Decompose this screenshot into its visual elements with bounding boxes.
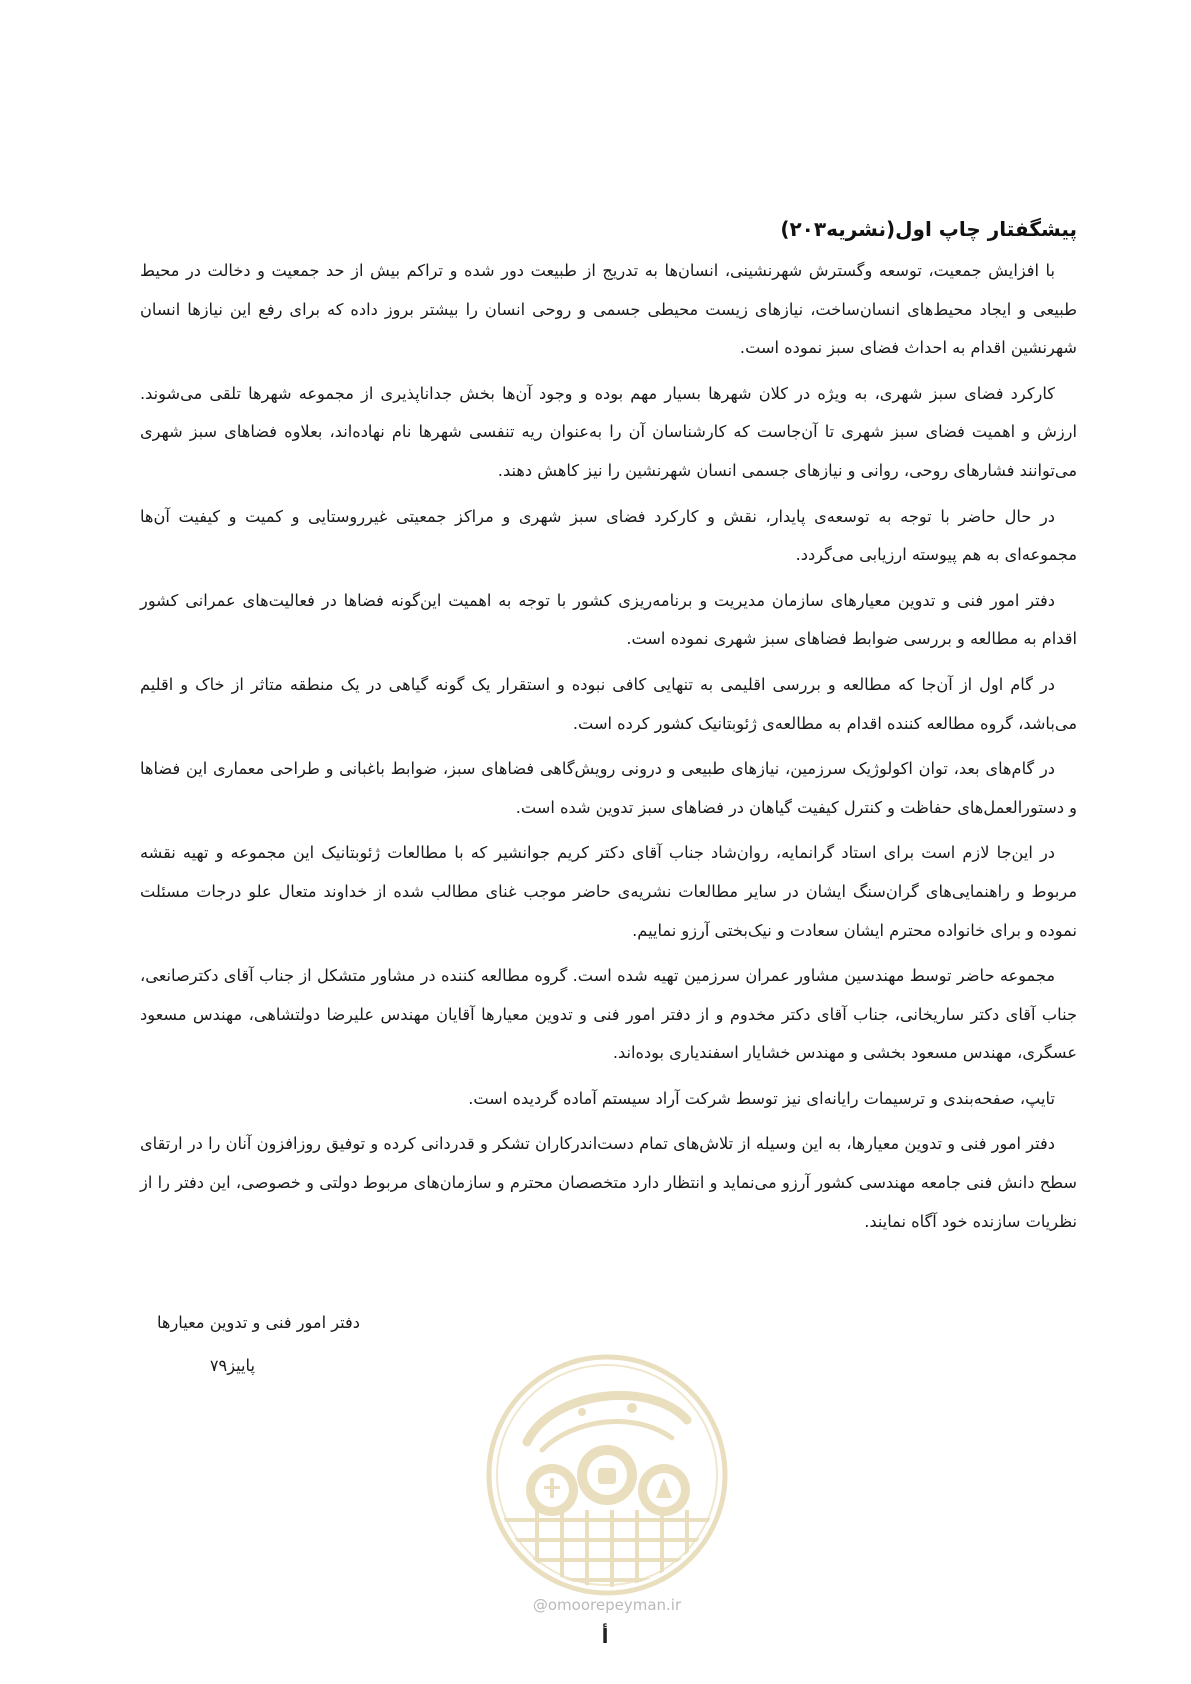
paragraph-1: با افزایش جمعیت، توسعه وگسترش شهرنشینی، انسان‌ها به تدریج از طبیعت دور شده و تراکم بیش از حد جمعیت و دخالت در محیط طبیعی و ایجاد محیط‌های انسان‌ساخت، نیازهای زیست محیطی جسمی و روحی انسان را بیشتر بروز داده که برای رفع این نیازها انسان شهرنشین اقدام به احداث فضای سبز نموده است. — [140, 261, 1077, 358]
page-number: أ — [601, 1624, 609, 1648]
watermark-url: @omoorepeyman.ir — [532, 1596, 682, 1614]
signature-date: پاییز۷۹ — [209, 1356, 255, 1375]
paragraph-8: مجموعه حاضر توسط مهندسین مشاور عمران سرزمین تهیه شده است. گروه مطالعه کننده در مشاور متشکل از جناب آقای دکترصانعی، جناب آقای دکتر ساریخانی، جناب آقای دکتر مخدوم و از دفتر امور فنی و تدوین معیارها آقایان مهندس علیرضا دولتشاهی، مهندس مسعود عسگری، مهندس مسعود بخشی و مهندس خشایار اسفندیاری بوده‌اند. — [140, 966, 1077, 1063]
paragraph-2: کارکرد فضای سبز شهری، به ویژه در کلان شهرها بسیار مهم بوده و وجود آن‌ها بخش جداناپذیری از مجموعه شهرها تلقی می‌شوند. ارزش و اهمیت فضای سبز شهری تا آن‌جاست که کارشناسان آن را به‌عنوان ریه تنفسی شهرها نام نهاده‌اند، بعلاوه فضاهای سبز شهری می‌توانند فشارهای روحی، روانی و نیازهای جسمی انسان شهرنشین را نیز کاهش دهند. — [140, 383, 1077, 480]
paragraph-5: در گام اول از آن‌جا که مطالعه و بررسی اقلیمی به تنهایی کافی نبوده و استقرار یک گونه گیاهی در یک منطقه متاثر از خاک و اقلیم می‌باشد، گروه مطالعه کننده اقدام به مطالعه‌ی ژئوبتانیک کشور کرده است. — [140, 674, 1077, 733]
paragraph-10: دفتر امور فنی و تدوین معیارها، به این وسیله از تلاش‌های تمام دست‌اندرکاران تشکر و قدردانی کرده و توفیق روزافزون آنان را در ارتقای سطح دانش فنی جامعه مهندسی کشور آرزو می‌نماید و انتظار دارد متخصصان محترم و سازمان‌های مربوط دولتی و خصوصی، این دفتر را از نظریات سازنده خود آگاه نمایند. — [140, 1134, 1077, 1231]
watermark-logo-icon — [482, 1350, 732, 1600]
preface-body — [140, 214, 1077, 1248]
signature-office: دفتر امور فنی و تدوین معیارها — [157, 1313, 360, 1332]
paragraph-7: در این‌جا لازم است برای استاد گرانمایه، روان‌شاد جناب آقای دکتر کریم جوانشیر که با مطالعات ژئوبتانیک این مجموعه و تهیه نقشه مربوط و راهنمایی‌های گران‌سنگ ایشان در سایر مطالعات نشریه‌ی حاضر موجب غنای مطالب شده از خداوند متعال علو درجات مسئلت نموده و برای خانواده محترم ایشان سعادت و نیک‌بختی آرزو نماییم. — [140, 843, 1077, 940]
paragraph-9: تایپ، صفحه‌بندی و ترسیمات رایانه‌ای نیز توسط شرکت آراد سیستم آماده گردیده است. — [468, 1088, 1055, 1108]
paragraph-4: دفتر امور فنی و تدوین معیارهای سازمان مدیریت و برنامه‌ریزی کشور با توجه به اهمیت این‌گونه فضاها در فعالیت‌های عمرانی کشور اقدام به مطالعه و بررسی ضوابط فضاهای سبز شهری نموده است. — [140, 590, 1077, 649]
paragraph-3: در حال حاضر با توجه به توسعه‌ی پایدار، نقش و کارکرد فضای سبز شهری و مراکز جمعیتی غیرروستایی و کمیت و کیفیت آن‌ها مجموعه‌ای به هم پیوسته ارزیابی می‌گردد. — [140, 506, 1077, 565]
page-title: پیشگفتار چاپ اول(نشریه۲۰۳) — [780, 217, 1077, 241]
paragraph-6: در گام‌های بعد، توان اکولوژیک سرزمین، نیازهای طبیعی و درونی رویش‌گاهی فضاهای سبز، ضوابط باغبانی و طراحی معماری این فضاها و دستورالعمل‌های حفاظت و کنترل کیفیت گیاهان در فضاهای سبز تدوین شده است. — [140, 759, 1077, 817]
